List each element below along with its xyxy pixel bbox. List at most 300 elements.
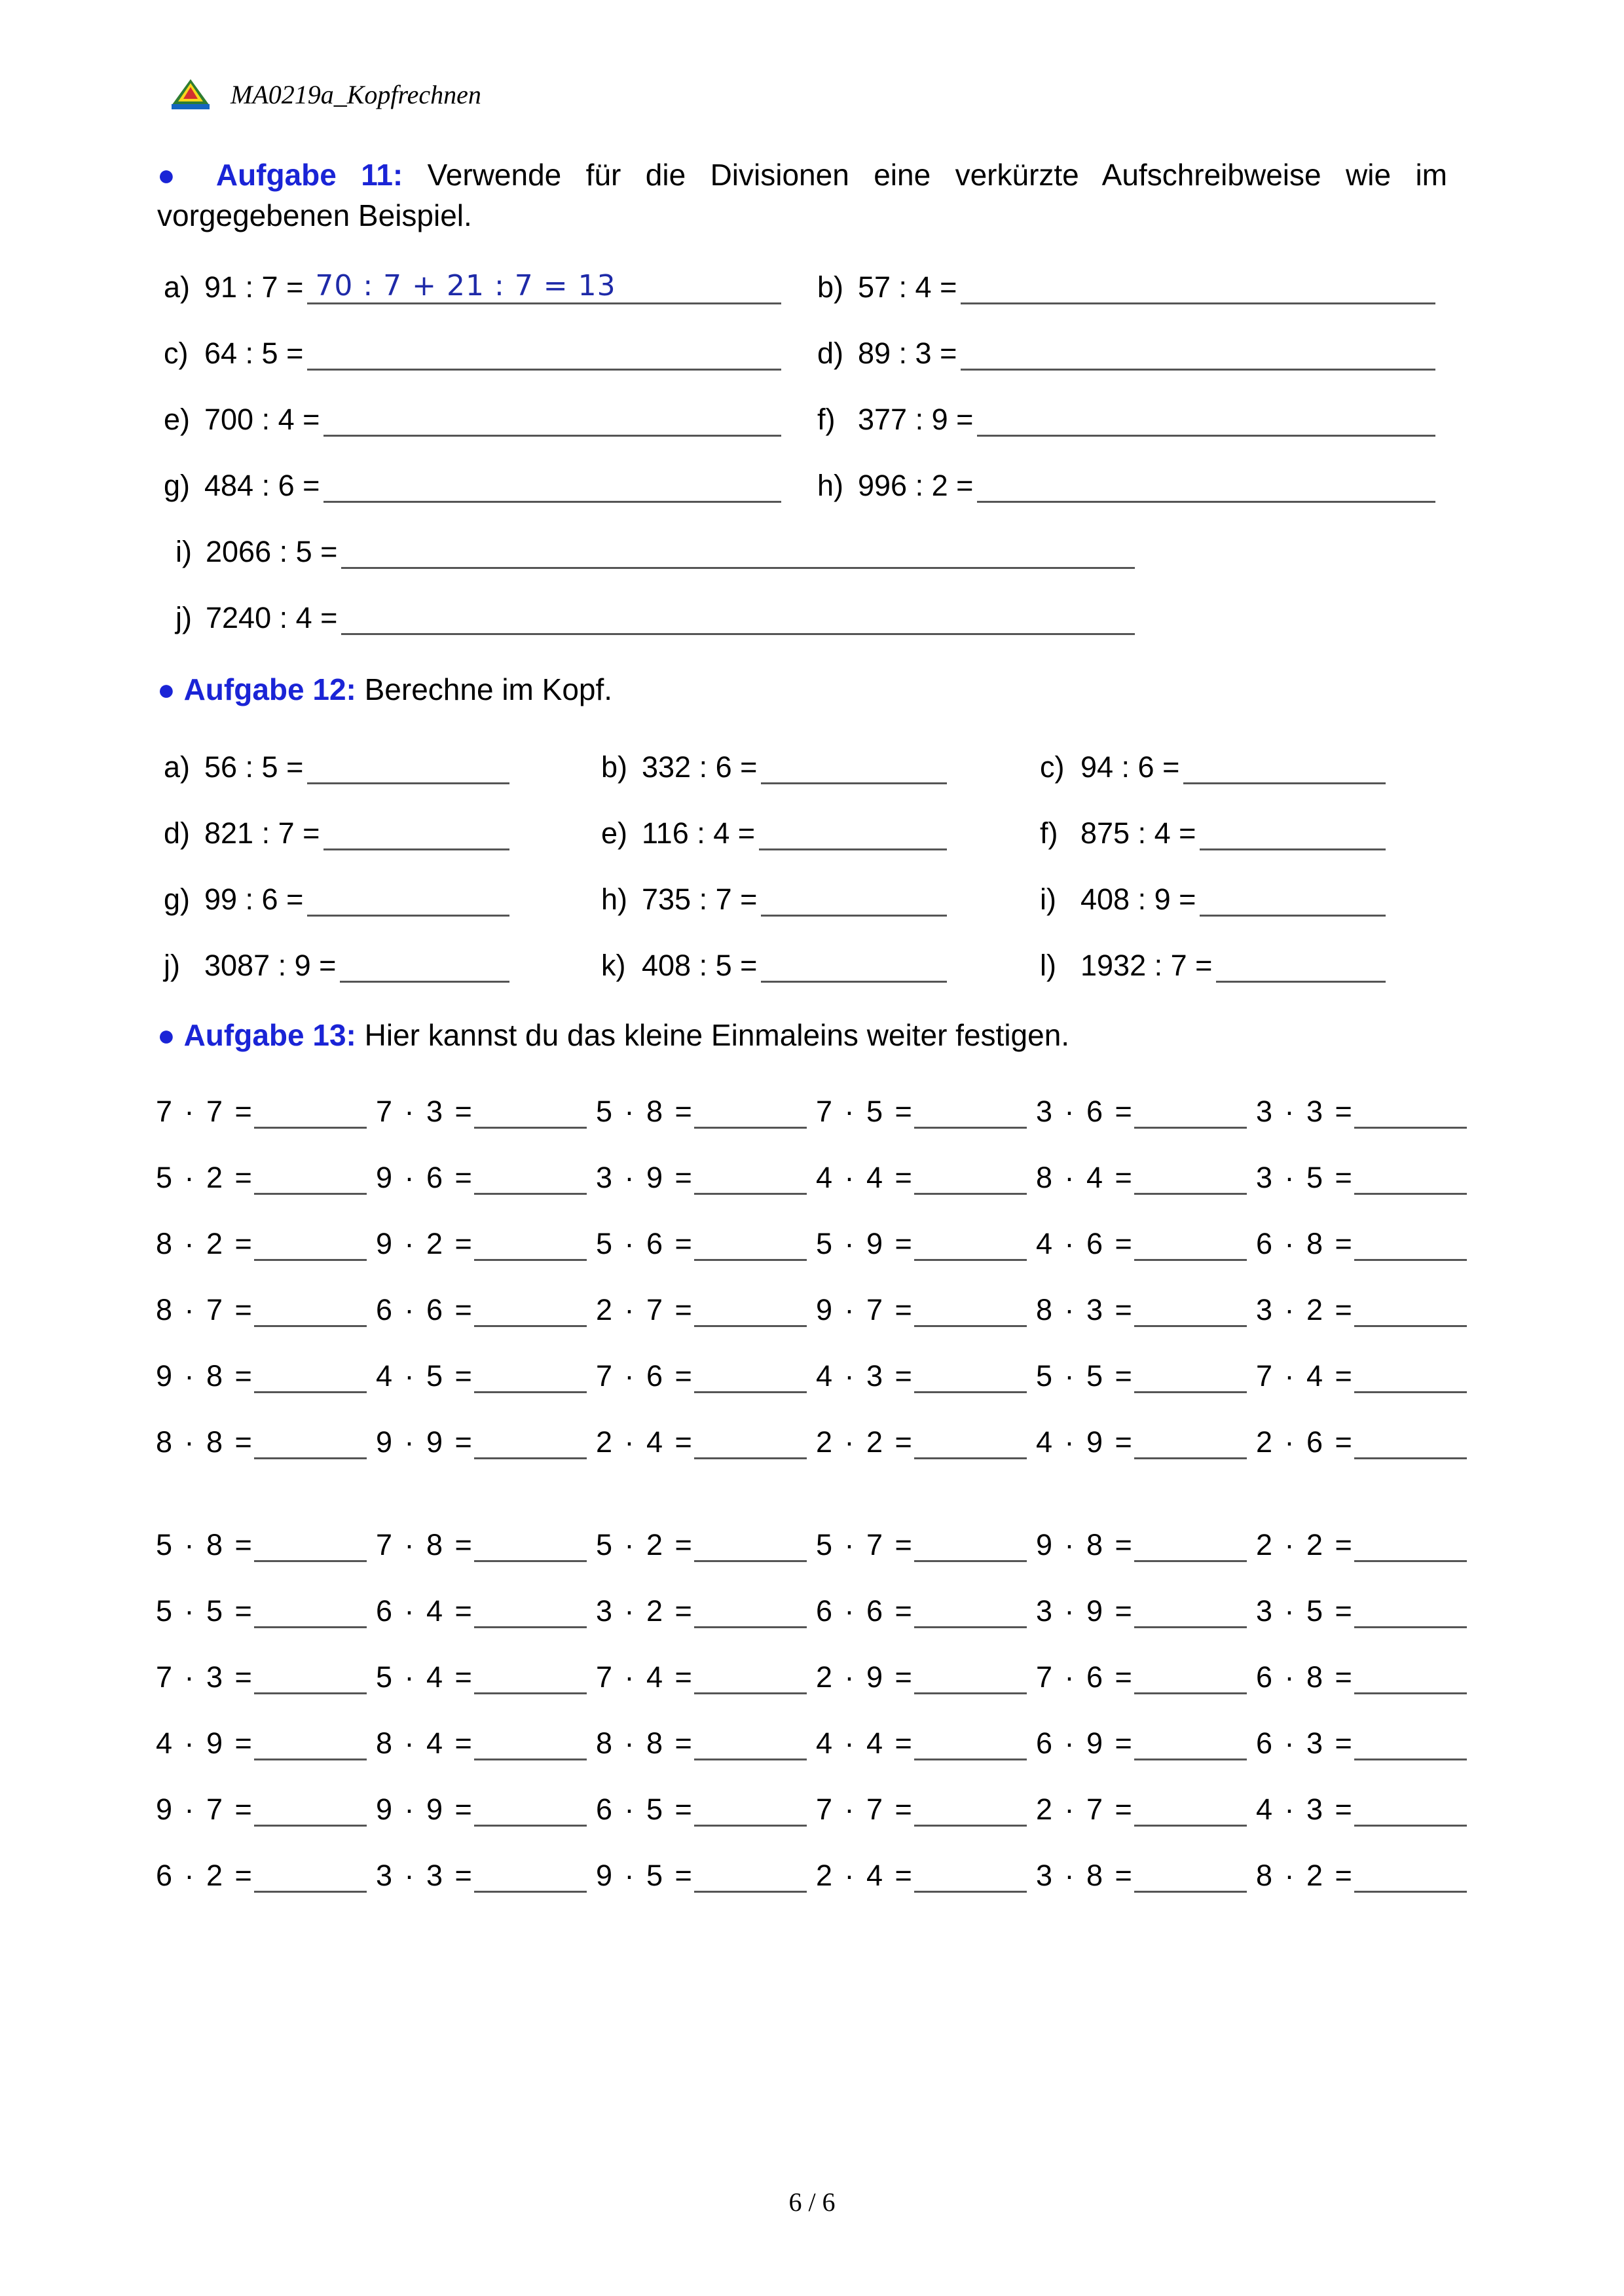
exercise-label: j) xyxy=(164,949,180,982)
exercise-row xyxy=(175,530,1135,569)
answer-line[interactable] xyxy=(1354,1658,1467,1694)
exercise-label: f) xyxy=(817,403,836,436)
exercise-row xyxy=(1040,745,1386,784)
answer-line[interactable] xyxy=(1134,1526,1247,1562)
answer-line[interactable] xyxy=(914,1093,1027,1129)
answer-line[interactable] xyxy=(914,1357,1027,1393)
exercise-expression: 89 : 3 = xyxy=(858,337,957,370)
multiplication-item xyxy=(816,1423,1027,1459)
exercise-expression: 484 : 6 = xyxy=(204,469,320,502)
answer-line[interactable] xyxy=(254,1159,367,1195)
multiplication-expression: 7 · 7 = xyxy=(156,1095,254,1128)
multiplication-item xyxy=(376,1423,587,1459)
answer-line[interactable] xyxy=(761,944,947,983)
exercise-label: e) xyxy=(164,403,191,436)
multiplication-item xyxy=(596,1357,807,1393)
multiplication-expression: 6 · 3 = xyxy=(1256,1726,1354,1760)
multiplication-item xyxy=(156,1724,367,1760)
answer-line[interactable] xyxy=(1354,1093,1467,1129)
multiplication-expression: 9 · 9 = xyxy=(376,1793,474,1826)
answer-line[interactable] xyxy=(254,1093,367,1129)
multiplication-expression: 2 · 4 = xyxy=(596,1425,694,1459)
answer-line[interactable] xyxy=(341,596,1135,635)
multiplication-item xyxy=(1256,1092,1467,1129)
answer-line[interactable] xyxy=(474,1791,587,1827)
answer-line[interactable] xyxy=(761,746,947,784)
multiplication-expression: 3 · 3 = xyxy=(1256,1095,1354,1128)
exercise-expression: 377 : 9 = xyxy=(858,403,974,436)
answer-line[interactable] xyxy=(914,1291,1027,1327)
multiplication-expression: 8 · 3 = xyxy=(1036,1293,1134,1326)
exercise-expression: 821 : 7 = xyxy=(204,816,320,850)
multiplication-item xyxy=(376,1092,587,1129)
answer-line[interactable] xyxy=(1183,746,1386,784)
answer-line[interactable] xyxy=(977,464,1435,503)
answer-line[interactable] xyxy=(759,812,947,850)
multiplication-expression: 5 · 6 = xyxy=(596,1227,694,1260)
exercise-row xyxy=(164,877,509,917)
answer-line[interactable] xyxy=(254,1291,367,1327)
exercise-row xyxy=(164,811,509,850)
answer-line[interactable] xyxy=(1354,1857,1467,1893)
multiplication-item xyxy=(156,1357,367,1393)
exercise-row xyxy=(817,265,1435,304)
answer-line[interactable] xyxy=(474,1423,587,1459)
multiplication-item xyxy=(596,1658,807,1694)
multiplication-expression: 3 · 3 = xyxy=(376,1859,474,1892)
multiplication-item xyxy=(156,1290,367,1327)
answer-line[interactable] xyxy=(1134,1592,1247,1628)
multiplication-item xyxy=(1036,1592,1247,1628)
answer-line[interactable] xyxy=(323,812,509,850)
answer-line[interactable] xyxy=(1354,1592,1467,1628)
multiplication-expression: 4 · 3 = xyxy=(1256,1793,1354,1826)
answer-line[interactable] xyxy=(254,1225,367,1261)
exercise-label: d) xyxy=(164,816,191,850)
multiplication-expression: 4 · 4 = xyxy=(816,1726,914,1760)
answer-line[interactable] xyxy=(254,1526,367,1562)
multiplication-item xyxy=(376,1224,587,1261)
answer-line[interactable] xyxy=(1134,1093,1247,1129)
exercise-label: j) xyxy=(175,601,192,634)
answer-line[interactable] xyxy=(254,1357,367,1393)
multiplication-expression: 6 · 6 = xyxy=(376,1293,474,1326)
answer-line[interactable] xyxy=(1354,1225,1467,1261)
exercise-expression: 332 : 6 = xyxy=(642,750,758,784)
exercise-row xyxy=(817,464,1435,503)
answer-line[interactable] xyxy=(254,1658,367,1694)
multiplication-expression: 4 · 9 = xyxy=(156,1726,254,1760)
task-13-heading xyxy=(157,1015,1447,1055)
answer-line[interactable] xyxy=(474,1857,587,1893)
exercise-row xyxy=(164,331,781,371)
exercise-label: a) xyxy=(164,270,191,304)
multiplication-item xyxy=(596,1092,807,1129)
multiplication-expression: 5 · 7 = xyxy=(816,1528,914,1561)
multiplication-item xyxy=(816,1592,1027,1628)
answer-line[interactable] xyxy=(694,1423,807,1459)
multiplication-expression: 3 · 8 = xyxy=(1036,1859,1134,1892)
multiplication-expression: 4 · 5 = xyxy=(376,1359,474,1393)
answer-line[interactable] xyxy=(1134,1291,1247,1327)
answer-line[interactable] xyxy=(307,878,509,917)
answer-line[interactable] xyxy=(1134,1357,1247,1393)
multiplication-expression: 7 · 3 = xyxy=(156,1660,254,1694)
answer-line[interactable] xyxy=(1354,1423,1467,1459)
multiplication-expression: 4 · 9 = xyxy=(1036,1425,1134,1459)
multiplication-item xyxy=(1036,1423,1247,1459)
multiplication-expression: 2 · 2 = xyxy=(816,1425,914,1459)
answer-line[interactable] xyxy=(1200,812,1386,850)
multiplication-expression: 7 · 7 = xyxy=(816,1793,914,1826)
answer-line[interactable] xyxy=(961,332,1435,371)
multiplication-expression: 9 · 8 = xyxy=(156,1359,254,1393)
multiplication-expression: 5 · 5 = xyxy=(1036,1359,1134,1393)
exercise-label: h) xyxy=(817,469,844,502)
task-12-text: Berechne im Kopf. xyxy=(356,672,613,706)
multiplication-expression: 9 · 7 = xyxy=(816,1293,914,1326)
multiplication-expression: 2 · 7 = xyxy=(596,1293,694,1326)
multiplication-expression: 6 · 8 = xyxy=(1256,1660,1354,1694)
multiplication-expression: 9 · 6 = xyxy=(376,1161,474,1194)
exercise-expression: 408 : 5 = xyxy=(642,949,758,982)
answer-line[interactable] xyxy=(694,1159,807,1195)
multiplication-item xyxy=(1256,1158,1467,1195)
multiplication-item xyxy=(596,1592,807,1628)
task-11-text: Verwende für die Divisionen eine verkürzte Aufschreibweise wie im vorgegebenen Beispiel. xyxy=(157,158,1447,232)
multiplication-item xyxy=(1256,1357,1467,1393)
exercise-expression: 57 : 4 = xyxy=(858,270,957,304)
answer-line[interactable] xyxy=(914,1225,1027,1261)
exercise-expression: 116 : 4 = xyxy=(642,816,756,850)
multiplication-item xyxy=(156,1525,367,1562)
multiplication-expression: 2 · 6 = xyxy=(1256,1425,1354,1459)
multiplication-item xyxy=(1036,1525,1247,1562)
answer-line[interactable] xyxy=(254,1791,367,1827)
exercise-row xyxy=(601,811,947,850)
multiplication-expression: 8 · 4 = xyxy=(376,1726,474,1760)
answer-line[interactable] xyxy=(254,1423,367,1459)
multiplication-expression: 5 · 4 = xyxy=(376,1660,474,1694)
answer-line[interactable] xyxy=(694,1291,807,1327)
multiplication-item xyxy=(156,1790,367,1827)
answer-line[interactable] xyxy=(474,1724,587,1760)
answer-line[interactable] xyxy=(323,464,781,503)
exercise-expression: 56 : 5 = xyxy=(204,750,304,784)
multiplication-expression: 9 · 7 = xyxy=(156,1793,254,1826)
exercise-label: b) xyxy=(817,270,844,304)
task-11-label: Aufgabe 11: xyxy=(215,158,403,192)
answer-line[interactable] xyxy=(914,1159,1027,1195)
page-header xyxy=(169,71,481,118)
multiplication-item xyxy=(1036,1357,1247,1393)
multiplication-expression: 5 · 8 = xyxy=(156,1528,254,1561)
logo-icon xyxy=(169,78,212,111)
example-answer: 70 : 7 + 21 : 7 = 13 xyxy=(315,269,616,302)
multiplication-expression: 3 · 5 = xyxy=(1256,1594,1354,1628)
multiplication-expression: 8 · 2 = xyxy=(156,1227,254,1260)
bullet-icon: ● xyxy=(157,672,175,706)
multiplication-expression: 7 · 3 = xyxy=(376,1095,474,1128)
multiplication-expression: 7 · 4 = xyxy=(1256,1359,1354,1393)
answer-line[interactable] xyxy=(1354,1357,1467,1393)
exercise-expression: 700 : 4 = xyxy=(204,403,320,436)
exercise-expression: 3087 : 9 = xyxy=(204,949,337,982)
exercise-expression: 2066 : 5 = xyxy=(206,535,338,568)
multiplication-expression: 9 · 5 = xyxy=(596,1859,694,1892)
exercise-row xyxy=(601,745,947,784)
multiplication-item xyxy=(596,1856,807,1893)
multiplication-expression: 6 · 8 = xyxy=(1256,1227,1354,1260)
multiplication-expression: 5 · 5 = xyxy=(156,1594,254,1628)
answer-line[interactable] xyxy=(1200,878,1386,917)
exercise-label: d) xyxy=(817,337,844,370)
multiplication-item xyxy=(376,1525,587,1562)
answer-line[interactable] xyxy=(474,1526,587,1562)
answer-line[interactable] xyxy=(474,1357,587,1393)
answer-line[interactable] xyxy=(307,266,781,304)
exercise-row xyxy=(164,745,509,784)
exercise-row xyxy=(164,397,781,437)
multiplication-expression: 5 · 8 = xyxy=(596,1095,694,1128)
answer-line[interactable] xyxy=(694,1592,807,1628)
exercise-row xyxy=(601,943,947,983)
multiplication-item xyxy=(156,1592,367,1628)
multiplication-item xyxy=(816,1790,1027,1827)
multiplication-item xyxy=(596,1724,807,1760)
multiplication-item xyxy=(156,1224,367,1261)
multiplication-expression: 6 · 9 = xyxy=(1036,1726,1134,1760)
multiplication-item xyxy=(816,1357,1027,1393)
answer-line[interactable] xyxy=(474,1291,587,1327)
answer-line[interactable] xyxy=(1354,1724,1467,1760)
answer-line[interactable] xyxy=(914,1857,1027,1893)
multiplication-item xyxy=(816,1658,1027,1694)
exercise-label: k) xyxy=(601,949,626,982)
multiplication-item xyxy=(816,1856,1027,1893)
answer-line[interactable] xyxy=(694,1225,807,1261)
answer-line[interactable] xyxy=(694,1724,807,1760)
multiplication-item xyxy=(1256,1592,1467,1628)
task-13-text: Hier kannst du das kleine Einmaleins weiter festigen. xyxy=(356,1018,1070,1052)
answer-line[interactable] xyxy=(1354,1791,1467,1827)
multiplication-expression: 6 · 5 = xyxy=(596,1793,694,1826)
answer-line[interactable] xyxy=(761,878,947,917)
multiplication-item xyxy=(376,1357,587,1393)
multiplication-item xyxy=(156,1092,367,1129)
multiplication-item xyxy=(376,1592,587,1628)
answer-line[interactable] xyxy=(1354,1526,1467,1562)
exercise-row xyxy=(817,397,1435,437)
exercise-row xyxy=(164,464,781,503)
answer-line[interactable] xyxy=(914,1791,1027,1827)
exercise-label: l) xyxy=(1040,949,1056,982)
multiplication-item xyxy=(1036,1224,1247,1261)
multiplication-expression: 3 · 9 = xyxy=(1036,1594,1134,1628)
multiplication-item xyxy=(1256,1790,1467,1827)
answer-line[interactable] xyxy=(1134,1159,1247,1195)
answer-line[interactable] xyxy=(1134,1791,1247,1827)
multiplication-item xyxy=(1036,1658,1247,1694)
multiplication-expression: 8 · 4 = xyxy=(1036,1161,1134,1194)
answer-line[interactable] xyxy=(694,1791,807,1827)
answer-line[interactable] xyxy=(474,1159,587,1195)
exercise-expression: 875 : 4 = xyxy=(1080,816,1196,850)
exercise-label: c) xyxy=(1040,750,1065,784)
multiplication-item xyxy=(376,1290,587,1327)
answer-line[interactable] xyxy=(474,1658,587,1694)
task-12-label: Aufgabe 12: xyxy=(183,672,356,706)
answer-line[interactable] xyxy=(1354,1159,1467,1195)
multiplication-expression: 6 · 6 = xyxy=(816,1594,914,1628)
answer-line[interactable] xyxy=(977,398,1435,437)
multiplication-item xyxy=(816,1092,1027,1129)
multiplication-item xyxy=(1036,1790,1247,1827)
exercise-label: i) xyxy=(1040,883,1056,916)
answer-line[interactable] xyxy=(474,1592,587,1628)
multiplication-item xyxy=(816,1224,1027,1261)
answer-line[interactable] xyxy=(323,398,781,437)
exercise-label: e) xyxy=(601,816,628,850)
multiplication-item xyxy=(816,1525,1027,1562)
multiplication-item xyxy=(596,1525,807,1562)
exercise-row xyxy=(175,596,1135,635)
answer-line[interactable] xyxy=(474,1093,587,1129)
multiplication-item xyxy=(156,1423,367,1459)
multiplication-item xyxy=(376,1856,587,1893)
multiplication-expression: 3 · 5 = xyxy=(1256,1161,1354,1194)
task-12-heading xyxy=(157,669,1447,710)
answer-line[interactable] xyxy=(694,1857,807,1893)
answer-line[interactable] xyxy=(914,1526,1027,1562)
answer-line[interactable] xyxy=(1134,1724,1247,1760)
multiplication-item xyxy=(1256,1658,1467,1694)
multiplication-item xyxy=(156,1856,367,1893)
multiplication-expression: 9 · 2 = xyxy=(376,1227,474,1260)
answer-line[interactable] xyxy=(1134,1857,1247,1893)
multiplication-item xyxy=(1256,1856,1467,1893)
answer-line[interactable] xyxy=(474,1225,587,1261)
multiplication-item xyxy=(1036,1856,1247,1893)
bullet-icon: ● xyxy=(157,158,192,192)
task-11-heading xyxy=(157,155,1447,236)
exercise-expression: 99 : 6 = xyxy=(204,883,304,916)
answer-line[interactable] xyxy=(1134,1225,1247,1261)
multiplication-item xyxy=(1036,1290,1247,1327)
exercise-label: c) xyxy=(164,337,189,370)
answer-line[interactable] xyxy=(961,266,1435,304)
multiplication-item xyxy=(596,1790,807,1827)
exercise-label: g) xyxy=(164,883,191,916)
exercise-label: f) xyxy=(1040,816,1058,850)
exercise-row xyxy=(601,877,947,917)
exercise-label: a) xyxy=(164,750,191,784)
answer-line[interactable] xyxy=(1216,944,1386,983)
exercise-label: h) xyxy=(601,883,628,916)
exercise-label: g) xyxy=(164,469,191,502)
multiplication-item xyxy=(1256,1290,1467,1327)
multiplication-expression: 2 · 4 = xyxy=(816,1859,914,1892)
exercise-row xyxy=(817,331,1435,371)
answer-line[interactable] xyxy=(914,1658,1027,1694)
answer-line[interactable] xyxy=(307,746,509,784)
multiplication-expression: 8 · 8 = xyxy=(596,1726,694,1760)
multiplication-expression: 8 · 7 = xyxy=(156,1293,254,1326)
multiplication-item xyxy=(1256,1224,1467,1261)
answer-line[interactable] xyxy=(1134,1658,1247,1694)
answer-line[interactable] xyxy=(1354,1291,1467,1327)
multiplication-expression: 5 · 9 = xyxy=(816,1227,914,1260)
multiplication-expression: 2 · 9 = xyxy=(816,1660,914,1694)
answer-line[interactable] xyxy=(914,1592,1027,1628)
exercise-expression: 735 : 7 = xyxy=(642,883,758,916)
multiplication-item xyxy=(596,1224,807,1261)
exercise-expression: 94 : 6 = xyxy=(1080,750,1180,784)
answer-line[interactable] xyxy=(254,1857,367,1893)
answer-line[interactable] xyxy=(340,944,509,983)
multiplication-item xyxy=(1256,1525,1467,1562)
multiplication-item xyxy=(376,1790,587,1827)
multiplication-item xyxy=(596,1290,807,1327)
answer-line[interactable] xyxy=(914,1724,1027,1760)
answer-line[interactable] xyxy=(694,1658,807,1694)
multiplication-expression: 7 · 4 = xyxy=(596,1660,694,1694)
answer-line[interactable] xyxy=(341,530,1135,569)
multiplication-item xyxy=(376,1658,587,1694)
exercise-row xyxy=(164,265,781,304)
multiplication-item xyxy=(156,1158,367,1195)
multiplication-expression: 3 · 2 = xyxy=(596,1594,694,1628)
multiplication-expression: 4 · 6 = xyxy=(1036,1227,1134,1260)
answer-line[interactable] xyxy=(254,1724,367,1760)
multiplication-expression: 9 · 8 = xyxy=(1036,1528,1134,1561)
answer-line[interactable] xyxy=(1134,1423,1247,1459)
exercise-expression: 91 : 7 = xyxy=(204,270,304,304)
multiplication-item xyxy=(376,1724,587,1760)
multiplication-expression: 6 · 2 = xyxy=(156,1859,254,1892)
multiplication-item xyxy=(1036,1092,1247,1129)
multiplication-expression: 7 · 8 = xyxy=(376,1528,474,1561)
multiplication-item xyxy=(1036,1724,1247,1760)
exercise-label: b) xyxy=(601,750,628,784)
multiplication-expression: 7 · 6 = xyxy=(1036,1660,1134,1694)
exercise-expression: 64 : 5 = xyxy=(204,337,304,370)
page-number: 6 / 6 xyxy=(788,2187,836,2217)
exercise-expression: 1932 : 7 = xyxy=(1080,949,1213,982)
multiplication-item xyxy=(816,1724,1027,1760)
multiplication-expression: 4 · 4 = xyxy=(816,1161,914,1194)
answer-line[interactable] xyxy=(694,1526,807,1562)
exercise-expression: 408 : 9 = xyxy=(1080,883,1196,916)
multiplication-expression: 5 · 2 = xyxy=(156,1161,254,1194)
answer-line[interactable] xyxy=(914,1423,1027,1459)
answer-line[interactable] xyxy=(694,1357,807,1393)
multiplication-expression: 2 · 7 = xyxy=(1036,1793,1134,1826)
multiplication-expression: 8 · 8 = xyxy=(156,1425,254,1459)
multiplication-expression: 3 · 6 = xyxy=(1036,1095,1134,1128)
bullet-icon: ● xyxy=(157,1018,175,1052)
multiplication-expression: 7 · 5 = xyxy=(816,1095,914,1128)
multiplication-expression: 2 · 2 = xyxy=(1256,1528,1354,1561)
multiplication-item xyxy=(1036,1158,1247,1195)
multiplication-item xyxy=(596,1158,807,1195)
answer-line[interactable] xyxy=(307,332,781,371)
answer-line[interactable] xyxy=(694,1093,807,1129)
multiplication-item xyxy=(156,1658,367,1694)
answer-line[interactable] xyxy=(254,1592,367,1628)
multiplication-expression: 6 · 4 = xyxy=(376,1594,474,1628)
multiplication-item xyxy=(376,1158,587,1195)
